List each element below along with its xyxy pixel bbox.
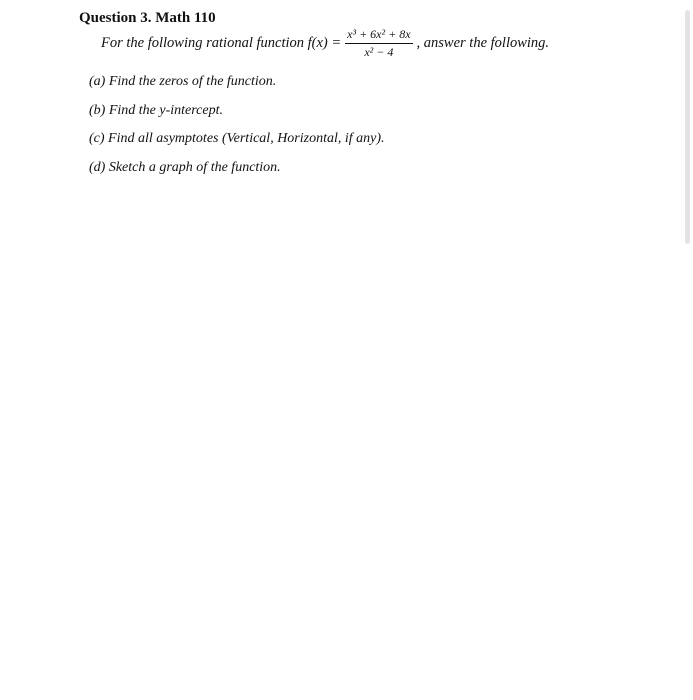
part-text: Find the zeros of the function. [108,74,277,89]
fraction-bar [345,43,412,44]
part-label: (c) [89,131,105,146]
part-label: (b) [89,102,106,118]
part-label: (a) [89,74,106,89]
part-text: Find the y-intercept. [108,102,223,118]
question-title: Question 3. Math 110 [79,10,216,26]
question-parts-list [89,72,385,186]
fraction-denominator: x² − 4 [364,45,394,59]
list-item [89,129,385,158]
question-intro [101,27,549,60]
part-text: Find all asymptotes (Vertical, Horizontal, if any). [108,131,385,146]
vertical-scrollbar[interactable] [685,10,690,244]
part-label: (d) [89,159,106,175]
part-text: Sketch a graph of the function. [108,159,281,175]
list-item [89,158,385,187]
list-item [89,72,385,101]
list-item [89,101,385,130]
intro-text-before: For the following rational function f(x) = [101,35,342,51]
rational-function-fraction [345,27,412,60]
intro-text-after: , answer the following. [416,35,550,51]
fraction-numerator: x³ + 6x² + 8x [347,27,411,41]
